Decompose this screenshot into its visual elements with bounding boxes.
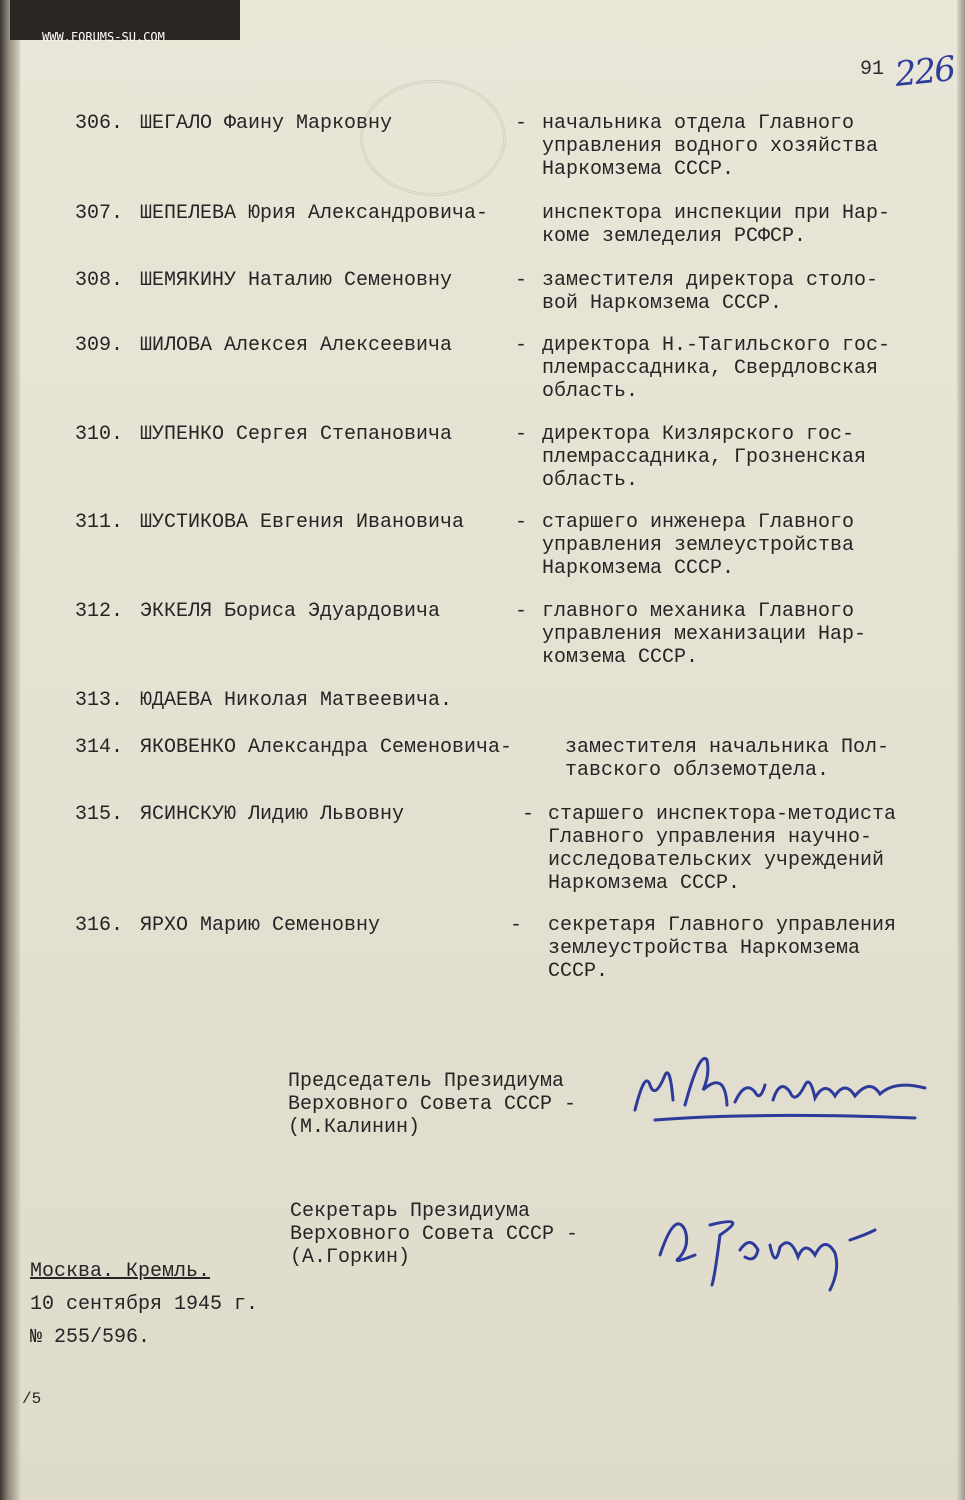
watermark-text: WWW.FORUMS-SU.COM bbox=[42, 30, 165, 44]
footer-corner-mark: /5 bbox=[22, 1390, 42, 1408]
entry-name: ЮДАЕВА Николая Матвеевича. bbox=[140, 689, 453, 712]
entry-number: 309. bbox=[75, 334, 124, 357]
page-edge-right bbox=[957, 0, 965, 1500]
entry-description: главного механика Главного управления механизации Нар- комзема СССР. bbox=[542, 600, 867, 669]
entry-dash: - bbox=[522, 803, 535, 826]
entry-dash: - bbox=[510, 914, 523, 937]
entry-number: 312. bbox=[75, 600, 124, 623]
entry-description: старшего инженера Главного управления землеустройства Наркомзема СССР. bbox=[542, 511, 855, 580]
footer-doc-number: № 255/596. bbox=[30, 1326, 151, 1349]
entry-name: ШИЛОВА Алексея Алексеевича bbox=[140, 334, 453, 357]
ghost-stamp-emblem bbox=[360, 80, 506, 196]
entry-description: инспектора инспекции при Нар- коме земледелия РСФСР. bbox=[542, 202, 891, 248]
entry-name: ЯСИНСКУЮ Лидию Львовну bbox=[140, 803, 405, 826]
entry-dash: - bbox=[515, 334, 528, 357]
entry-dash: - bbox=[515, 511, 528, 534]
entry-number: 316. bbox=[75, 914, 124, 937]
entry-number: 307. bbox=[75, 202, 124, 225]
entry-number: 310. bbox=[75, 423, 124, 446]
entry-number: 313. bbox=[75, 689, 124, 712]
entry-dash: - bbox=[515, 269, 528, 292]
watermark-banner bbox=[10, 0, 240, 44]
entry-description: директора Н.-Тагильского гос- племрассадника, Свердловская область. bbox=[542, 334, 891, 403]
page-edge-left bbox=[0, 0, 20, 1500]
entry-name: ШЕГАЛО Фаину Марковну bbox=[140, 112, 393, 135]
entry-dash: - bbox=[515, 112, 528, 135]
entry-name: ШУПЕНКО Сергея Степановича bbox=[140, 423, 453, 446]
archive-number-handwritten: 226 bbox=[893, 49, 956, 95]
entry-description: заместителя директора столо- вой Наркомзема СССР. bbox=[542, 269, 879, 315]
entry-name: ШУСТИКОВА Евгения Ивановича bbox=[140, 511, 465, 534]
footer-place: Москва. Кремль. bbox=[30, 1260, 211, 1283]
entry-description: секретаря Главного управления землеустройства Наркомзема СССР. bbox=[548, 914, 897, 983]
entry-number: 308. bbox=[75, 269, 124, 292]
entry-name: ЭККЕЛЯ Бориса Эдуардовича bbox=[140, 600, 441, 623]
page-number: 91 bbox=[860, 58, 885, 81]
entry-name: ШЕПЕЛЕВА Юрия Александровича- bbox=[140, 202, 489, 225]
entry-number: 306. bbox=[75, 112, 124, 135]
entry-number: 311. bbox=[75, 511, 124, 534]
secretary-signature-block: Секретарь Президиума Верховного Совета СССР - (А.Горкин) bbox=[290, 1200, 579, 1269]
entry-name: ЯКОВЕНКО Александра Семеновича- bbox=[140, 736, 513, 759]
entry-number: 314. bbox=[75, 736, 124, 759]
footer-date: 10 сентября 1945 г. bbox=[30, 1293, 259, 1316]
chairman-signature-block: Председатель Президиума Верховного Совета СССР - (М.Калинин) bbox=[288, 1070, 577, 1139]
entry-description: директора Кизлярского гос- племрассадника, Грозненская область. bbox=[542, 423, 867, 492]
entry-description: заместителя начальника Пол- тавского облземотдела. bbox=[565, 736, 890, 782]
entry-description: начальника отдела Главного управления водного хозяйства Наркомзема СССР. bbox=[542, 112, 879, 181]
entry-name: ШЕМЯКИНУ Наталию Семеновну bbox=[140, 269, 453, 292]
entry-dash: - bbox=[515, 600, 528, 623]
entry-description: старшего инспектора-методиста Главного управления научно- исследовательских учреждений Наркомзема СССР. bbox=[548, 803, 897, 895]
entry-dash: - bbox=[515, 423, 528, 446]
entry-number: 315. bbox=[75, 803, 124, 826]
entry-name: ЯРХО Марию Семеновну bbox=[140, 914, 381, 937]
